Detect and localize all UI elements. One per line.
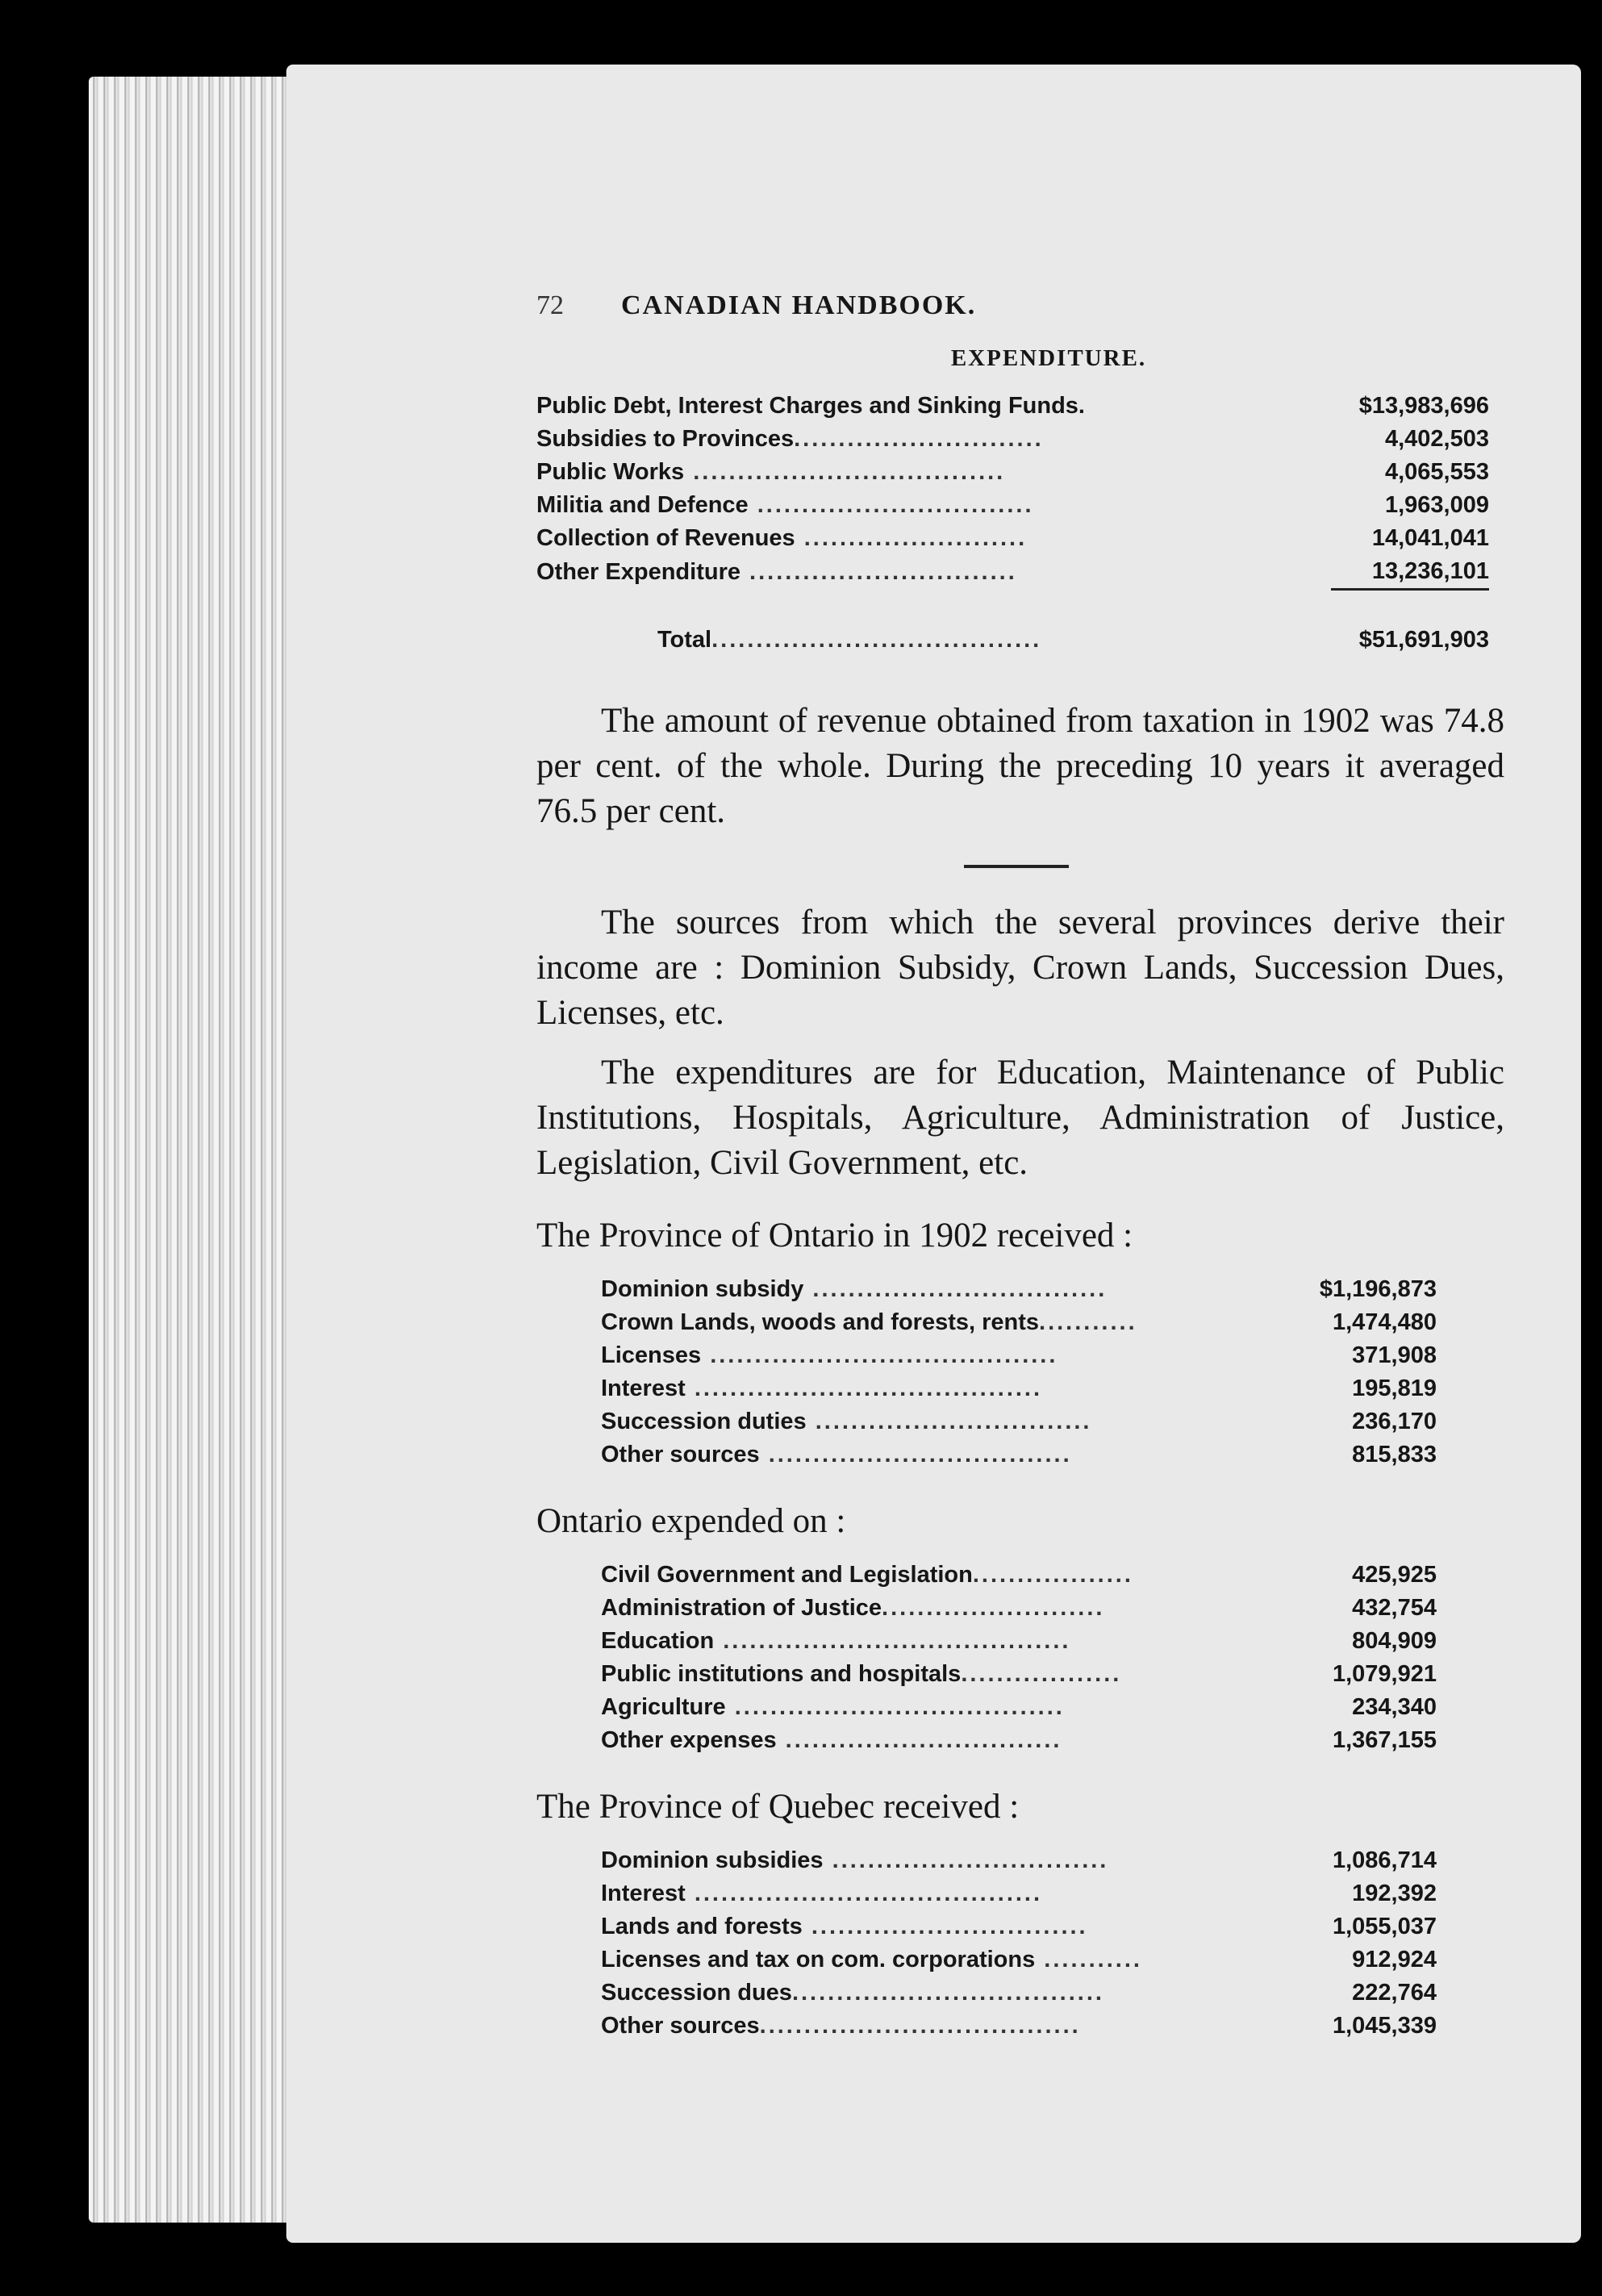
row-value: 236,170	[1352, 1409, 1437, 1434]
dot-leader: ..................	[972, 1562, 1133, 1588]
dot-leader: ...............................	[748, 492, 1034, 518]
table-row	[601, 1724, 1437, 1757]
row-label: Lands and forests ...............................	[601, 1914, 1088, 1939]
row-label: Education .......................................	[601, 1628, 1071, 1654]
table-row	[601, 1943, 1437, 1977]
expenditure-table	[536, 390, 1489, 657]
row-label: Militia and Defence ...............................	[536, 492, 1034, 518]
table-row	[601, 1405, 1437, 1438]
table-row	[536, 489, 1489, 522]
row-label: Succession duties ...............................	[601, 1409, 1092, 1434]
row-label: Interest .......................................	[601, 1881, 1043, 1906]
row-label: Public institutions and hospitals..................	[601, 1661, 1122, 1687]
ontario-expended-heading: Ontario expended on :	[536, 1502, 846, 1540]
dot-leader: .....................................	[711, 627, 1042, 653]
row-label: Crown Lands, woods and forests, rents...........	[601, 1309, 1137, 1335]
dot-leader: ...............................	[806, 1409, 1092, 1434]
row-label: Other sources ..................................	[601, 1442, 1072, 1467]
dot-leader: .......................................	[701, 1342, 1058, 1368]
table-row	[601, 1910, 1437, 1943]
dot-leader: .......................................	[714, 1628, 1071, 1654]
row-label: Licenses and tax on com. corporations ...........	[601, 1947, 1142, 1972]
taxation-paragraph: The amount of revenue obtained from taxation in 1902 was 74.8 per cent. of the whole. During the preceding 10 years it averaged 76.5 per cent.	[536, 702, 1504, 830]
row-label: Collection of Revenues .........................	[536, 525, 1028, 551]
row-value: 1,474,480	[1332, 1309, 1437, 1335]
dot-leader: ...........	[1039, 1309, 1137, 1335]
dot-leader: .................................	[803, 1276, 1108, 1302]
page-header	[536, 290, 1504, 331]
row-label: Dominion subsidy .................................	[601, 1276, 1108, 1302]
row-label: Subsidies to Provinces............................	[536, 426, 1044, 452]
row-value: 371,908	[1352, 1342, 1437, 1368]
table-row	[601, 1438, 1437, 1472]
dot-leader: ...................................	[791, 1980, 1104, 2006]
row-label: Interest .......................................	[601, 1376, 1043, 1401]
dot-leader: ...........	[1035, 1947, 1142, 1972]
ontario-received-heading: The Province of Ontario in 1902 received :	[536, 1217, 1133, 1254]
total-rule-row	[536, 590, 1489, 624]
table-row	[601, 1877, 1437, 1910]
book-page-edges	[89, 77, 298, 2223]
row-value: 1,055,037	[1332, 1914, 1437, 1939]
table-row	[601, 1559, 1437, 1592]
row-value: 192,392	[1352, 1881, 1437, 1906]
ontario-expended-table	[601, 1559, 1437, 1757]
table-row	[601, 1306, 1437, 1339]
dot-leader: ...................................	[684, 459, 1006, 485]
table-row	[536, 456, 1489, 489]
dot-leader: ............................	[794, 426, 1044, 452]
row-label: Agriculture .....................................	[601, 1694, 1065, 1720]
dot-leader: ...............................	[776, 1727, 1062, 1753]
row-value: $1,196,873	[1319, 1276, 1437, 1302]
table-row	[536, 423, 1489, 456]
dot-leader: ...............................	[823, 1847, 1109, 1873]
total-row	[536, 624, 1489, 657]
row-value: 1,086,714	[1332, 1847, 1437, 1873]
section-divider	[964, 865, 1069, 868]
table-row	[536, 522, 1489, 555]
quebec-received-heading: The Province of Quebec received :	[536, 1788, 1020, 1826]
table-row	[536, 555, 1489, 590]
row-value: 13,236,101	[1371, 558, 1489, 584]
total-label-cell: Total.....................................	[657, 627, 1042, 653]
table-row	[601, 1592, 1437, 1625]
quebec-received-table	[601, 1844, 1437, 2043]
page-content	[536, 290, 1504, 2043]
running-head: CANADIAN HANDBOOK.	[621, 290, 977, 320]
row-value: 4,065,553	[1384, 459, 1489, 485]
row-value: 234,340	[1352, 1694, 1437, 1720]
sources-paragraph: The sources from which the several provinces derive their income are : Dominion Subsidy, Crown Lands, Succession Dues, Licenses, etc.	[536, 904, 1504, 1032]
table-row	[601, 1844, 1437, 1877]
row-label: Other Expenditure ..............................	[536, 558, 1017, 585]
row-value: $13,983,696	[1358, 393, 1489, 419]
table-row	[601, 1625, 1437, 1658]
table-row	[601, 1372, 1437, 1405]
row-value: 804,909	[1352, 1628, 1437, 1654]
table-row	[601, 1658, 1437, 1691]
table-row	[601, 2010, 1437, 2043]
row-label: Dominion subsidies ...............................	[601, 1847, 1109, 1873]
total-value: $51,691,903	[1358, 627, 1489, 653]
table-row	[536, 390, 1489, 423]
row-label: Administration of Justice.........................	[601, 1595, 1105, 1621]
row-value: 432,754	[1352, 1595, 1437, 1621]
dot-leader: ...............................	[802, 1914, 1088, 1939]
dot-leader: ..................................	[759, 1442, 1072, 1467]
table-row	[601, 1339, 1437, 1372]
table-row	[601, 1977, 1437, 2010]
dot-leader: ....................................	[759, 2013, 1081, 2039]
dot-leader: ..............................	[741, 558, 1017, 585]
expenditure-title: EXPENDITURE.	[950, 345, 1147, 371]
total-rule	[1331, 590, 1489, 624]
table-row	[601, 1691, 1437, 1724]
row-label: Succession dues...................................	[601, 1980, 1104, 2006]
page-number: 72	[536, 290, 564, 320]
row-label: Licenses .......................................	[601, 1342, 1058, 1368]
dot-leader: .......................................	[685, 1881, 1043, 1906]
row-value: 1,079,921	[1332, 1661, 1437, 1687]
dot-leader: .....................................	[725, 1694, 1065, 1720]
row-value: 195,819	[1352, 1376, 1437, 1401]
row-value: 14,041,041	[1371, 525, 1489, 551]
row-value: 1,045,339	[1332, 2013, 1437, 2039]
table-row	[601, 1273, 1437, 1306]
row-value: 815,833	[1352, 1442, 1437, 1467]
row-value: 912,924	[1352, 1947, 1437, 1972]
row-value: 4,402,503	[1384, 426, 1489, 452]
dot-leader: ..................	[961, 1661, 1122, 1687]
ontario-received-table	[601, 1273, 1437, 1472]
dot-leader: .......................................	[685, 1376, 1043, 1401]
row-value: 222,764	[1352, 1980, 1437, 2006]
row-label: Other sources....................................	[601, 2013, 1081, 2039]
row-value: 1,963,009	[1384, 492, 1489, 518]
row-label: Public Debt, Interest Charges and Sinking Funds.	[536, 393, 1085, 419]
expenditures-paragraph: The expenditures are for Education, Maintenance of Public Institutions, Hospitals, Agriculture, Administration of Justice, Legislation, Civil Government, etc.	[536, 1054, 1504, 1182]
row-value: 1,367,155	[1332, 1727, 1437, 1753]
row-value: 425,925	[1352, 1562, 1437, 1588]
row-label: Public Works ...................................	[536, 459, 1006, 485]
dot-leader: .........................	[795, 525, 1028, 551]
row-label: Civil Government and Legislation..................	[601, 1562, 1133, 1588]
row-label: Other expenses ...............................	[601, 1727, 1062, 1753]
dot-leader: .........................	[882, 1595, 1105, 1621]
